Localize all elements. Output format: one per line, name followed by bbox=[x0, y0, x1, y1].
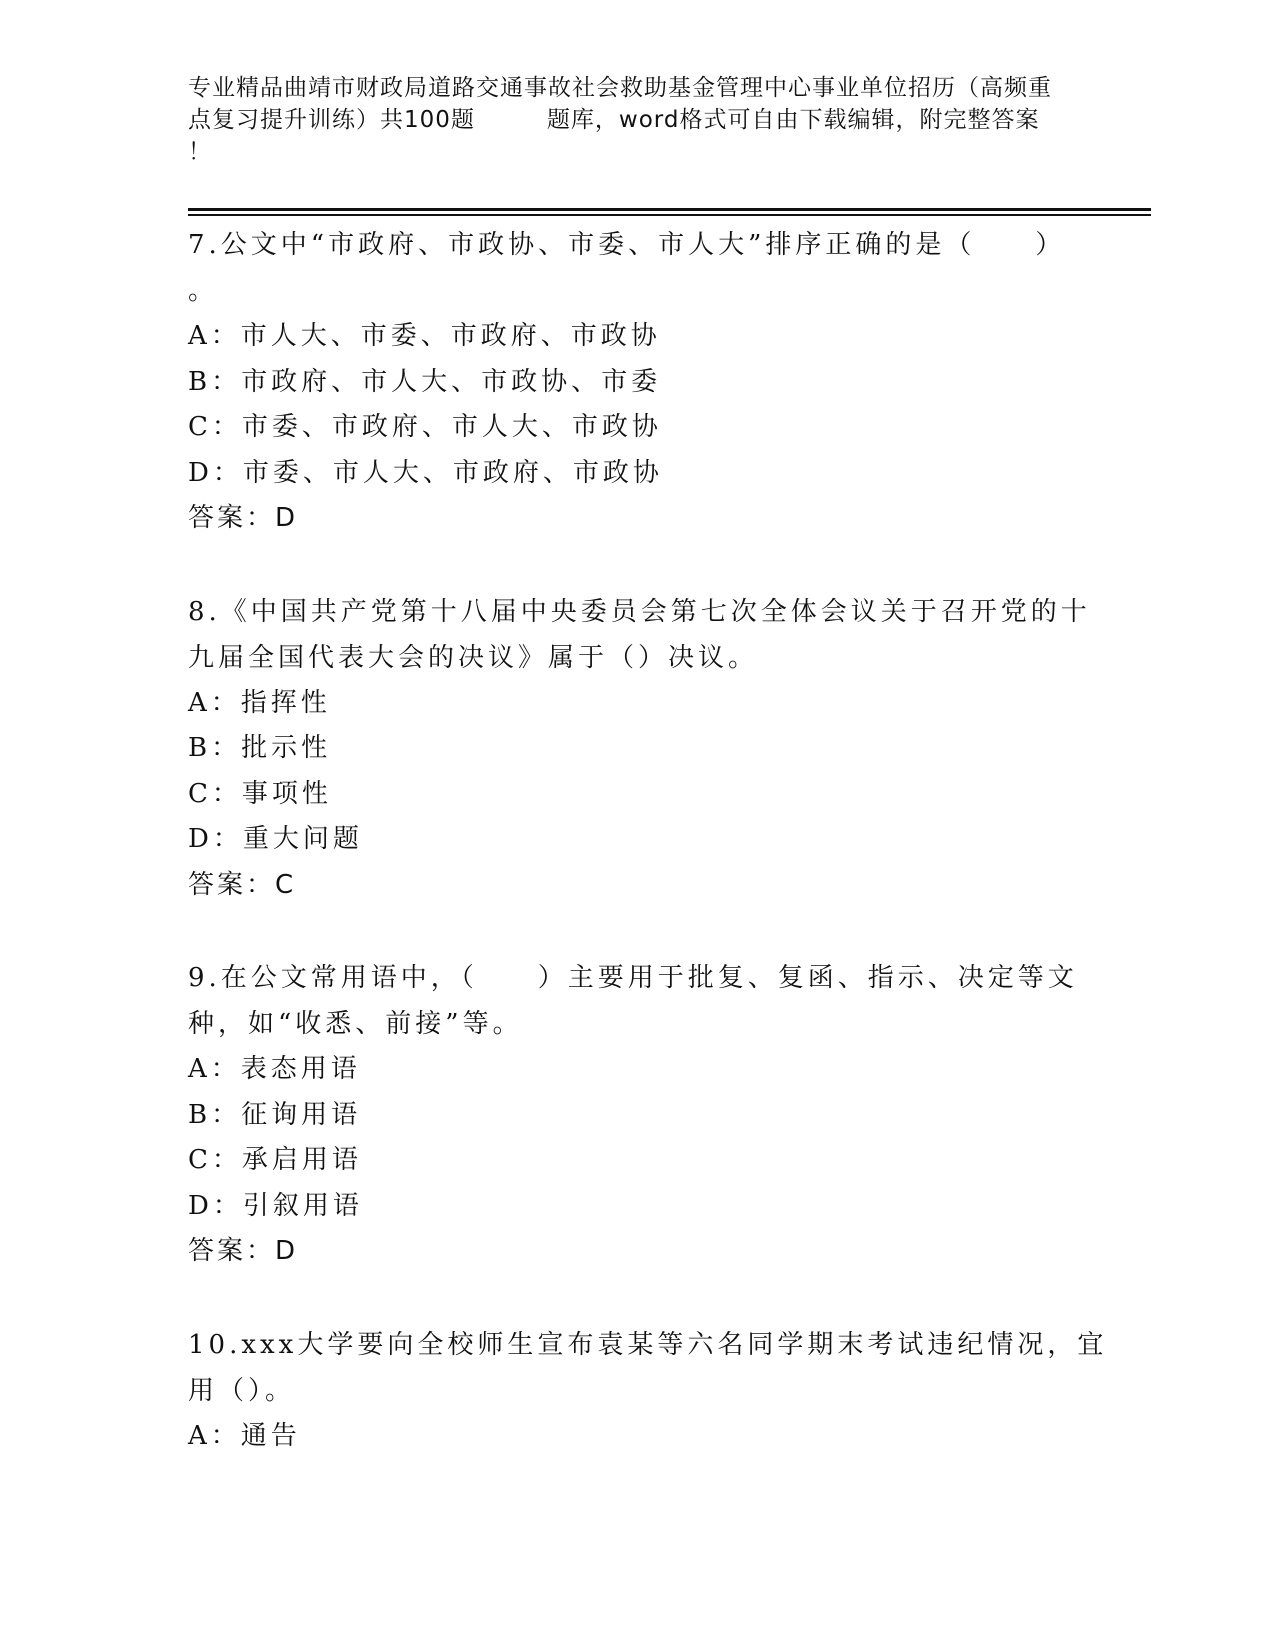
option-b: B：批示性 bbox=[188, 733, 332, 763]
question-stem-line: 9.在公文常用语中，（ ）主要用于批复、复函、指示、决定等文 bbox=[188, 963, 1078, 993]
question-8 bbox=[188, 589, 1091, 909]
header-title-line-1: 专业精品曲靖市财政局道路交通事故社会救助基金管理中心事业单位招历（高频重 bbox=[188, 75, 1052, 101]
header-title-line-2-part-1: 点复习提升训练）共100题 bbox=[188, 107, 475, 133]
option-a: A：市人大、市委、市政府、市政协 bbox=[188, 321, 661, 351]
header-divider-thick bbox=[188, 208, 1151, 211]
option-a: A：指挥性 bbox=[188, 687, 331, 718]
question-stem-line: 九届全国代表大会的决议》属于（）决议。 bbox=[188, 642, 759, 673]
question-stem-line: 10.xxx大学要向全校师生宣布袁某等六名同学期末考试违纪情况，宜 bbox=[188, 1329, 1108, 1360]
header-title-line-2 bbox=[188, 104, 1088, 136]
header-title-line-2-part-2: 题库，word格式可自由下载编辑，附完整答案 bbox=[546, 107, 1040, 133]
option-c: C：事项性 bbox=[188, 778, 332, 809]
option-d: D：引叙用语 bbox=[188, 1190, 363, 1221]
option-a: A：表态用语 bbox=[188, 1054, 361, 1084]
answer-line: 答案：D bbox=[188, 1236, 299, 1266]
question-9 bbox=[188, 955, 1088, 1275]
option-d: D：重大问题 bbox=[188, 824, 363, 854]
option-d: D：市委、市人大、市政府、市政协 bbox=[188, 457, 663, 488]
question-7 bbox=[188, 222, 1088, 542]
header-divider-thin bbox=[188, 214, 1151, 216]
answer-line: 答案：D bbox=[188, 503, 299, 533]
option-c: C：市委、市政府、市人大、市政协 bbox=[188, 412, 662, 442]
question-stem-line: 7.公文中“市政府、市政协、市委、市人大”排序正确的是（ ） bbox=[188, 230, 1066, 260]
question-10 bbox=[188, 1322, 1108, 1460]
question-stem-line: 种，如“收悉、前接”等。 bbox=[188, 1009, 523, 1039]
question-list bbox=[188, 222, 1108, 1459]
question-stem-line: 8.《中国共产党第十八届中央委员会第七次全体会议关于召开党的十 bbox=[188, 596, 1091, 627]
answer-line: 答案：C bbox=[188, 869, 297, 900]
option-b: B：征询用语 bbox=[188, 1099, 362, 1130]
header-title-line-3: ！ bbox=[188, 139, 212, 165]
document-header bbox=[188, 72, 1088, 168]
question-stem-line: 。 bbox=[188, 276, 219, 306]
option-b: B：市政府、市人大、市政协、市委 bbox=[188, 366, 662, 397]
question-stem-line: 用（）。 bbox=[188, 1375, 296, 1406]
option-c: C：承启用语 bbox=[188, 1145, 362, 1175]
option-a: A：通告 bbox=[188, 1420, 301, 1451]
